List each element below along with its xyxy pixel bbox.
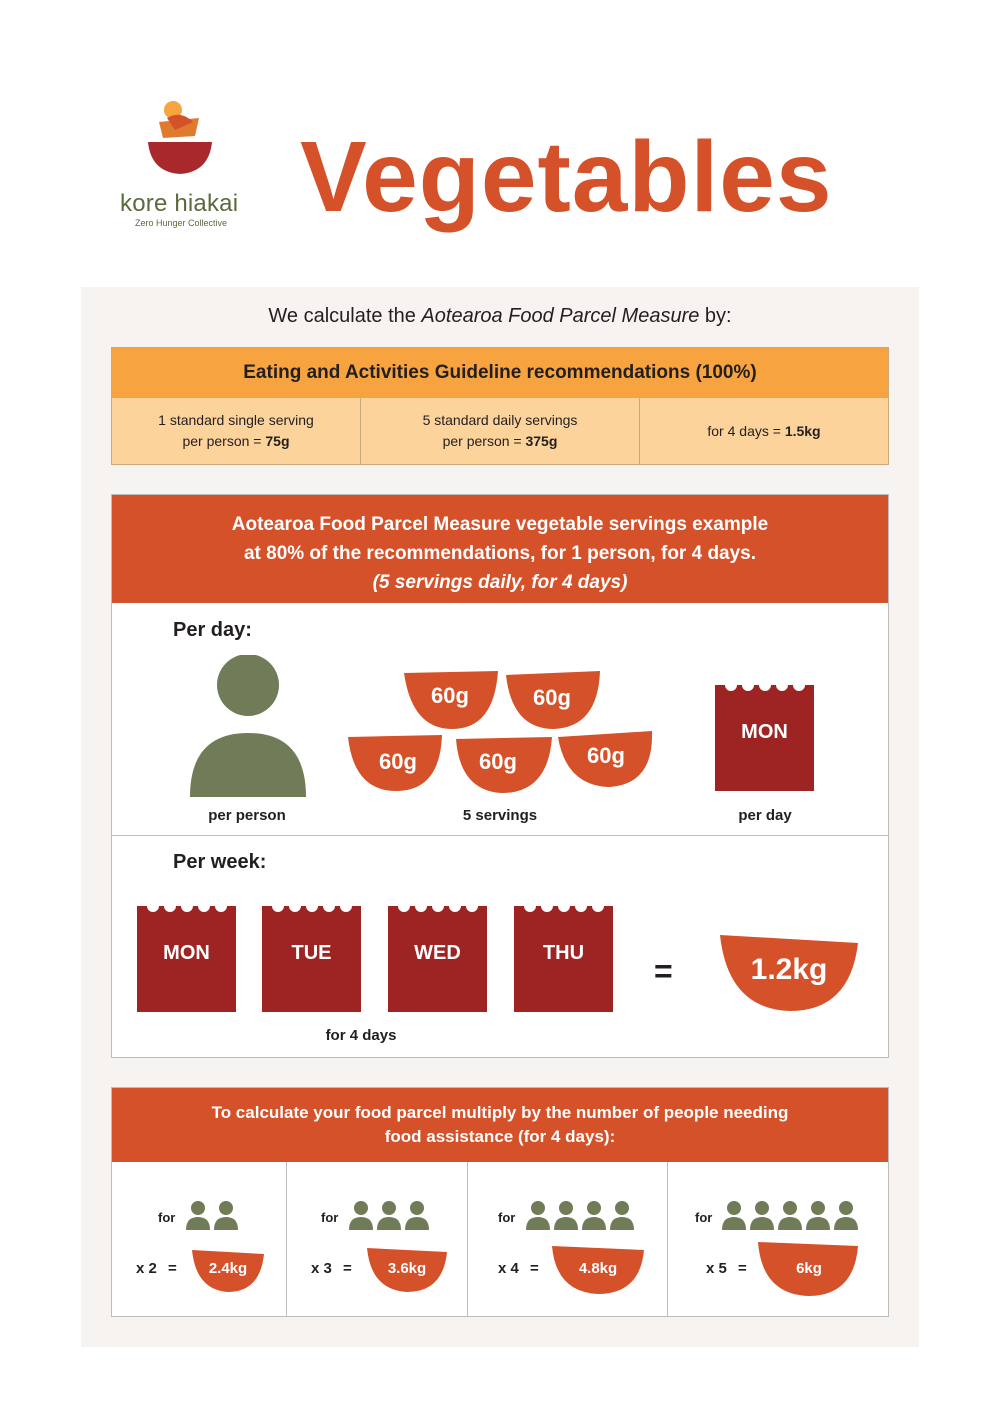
serving-value: 60g: [431, 683, 469, 708]
example-box: [111, 494, 889, 1058]
serving-value: 60g: [379, 749, 417, 774]
people-icon: [722, 1200, 864, 1232]
total-value: 1.2kg: [750, 953, 828, 986]
brand-name: kore hiakai: [120, 190, 239, 217]
calendar-day: TUE: [291, 942, 332, 964]
calendar-rings-icon: [270, 906, 354, 918]
divider: [112, 835, 888, 836]
people-icon: [526, 1200, 640, 1232]
bowl-logo-icon: [145, 100, 215, 175]
calc-cell-3: [287, 1162, 468, 1316]
per-person-caption: per person: [208, 807, 286, 824]
intro-text: [0, 305, 1000, 328]
page-title: Vegetables: [300, 121, 833, 233]
daily-value: 375g: [525, 433, 558, 449]
daily-line1: 5 standard daily servings: [422, 412, 578, 428]
equals-sign: =: [738, 1260, 747, 1277]
example-line3: (5 servings daily, for 4 days): [372, 572, 628, 593]
guideline-daily-cell: [361, 398, 640, 464]
calendar-thu: [514, 906, 613, 1012]
calendar-wed: [388, 906, 487, 1012]
calculate-box: [111, 1087, 889, 1317]
guideline-table: [111, 347, 889, 465]
guideline-row: [112, 398, 888, 464]
for-label: for: [158, 1210, 176, 1225]
calc-cell-2: [112, 1162, 287, 1316]
serving-value: 60g: [587, 743, 625, 768]
calendar-rings-icon: [522, 906, 606, 918]
result-value: 3.6kg: [387, 1260, 427, 1277]
days-caption: for 4 days: [325, 1027, 397, 1044]
people-icon: [349, 1200, 435, 1232]
example-line2: at 80% of the recommendations, for 1 person, for 4 days.: [243, 543, 757, 564]
single-value: 75g: [265, 433, 290, 449]
result-value: 2.4kg: [208, 1260, 248, 1277]
guideline-days-cell: [640, 398, 888, 464]
result-value: 6kg: [796, 1260, 822, 1277]
for-label: for: [695, 1210, 713, 1225]
calendar-mon: [137, 906, 236, 1012]
multiplier: x 2: [136, 1260, 157, 1277]
servings-caption: 5 servings: [462, 807, 538, 824]
calendar-day: WED: [414, 942, 461, 964]
calendar-rings-icon: [396, 906, 480, 918]
per-day-caption: per day: [738, 807, 792, 824]
multiplier: x 4: [498, 1260, 519, 1277]
equals-sign: =: [343, 1260, 352, 1277]
logo: [115, 100, 250, 235]
calculate-heading: [112, 1088, 888, 1162]
servings-bowls: [342, 665, 662, 795]
calendar-rings-icon: [723, 685, 807, 697]
days-value: 1.5kg: [784, 422, 821, 439]
calendar-day: MON: [741, 721, 788, 743]
calculate-line1: To calculate your food parcel multiply by the number of people needing: [211, 1103, 789, 1122]
calendar-day: THU: [542, 942, 585, 964]
calendar-tue: [262, 906, 361, 1012]
calc-cell-4: [468, 1162, 668, 1316]
brand-tagline: Zero Hunger Collective: [135, 218, 228, 228]
for-label: for: [321, 1210, 339, 1225]
example-line1: Aotearoa Food Parcel Measure vegetable servings example: [231, 514, 769, 535]
intro-measure: Aotearoa Food Parcel Measure: [421, 305, 700, 327]
example-heading: [112, 495, 888, 603]
guideline-heading: Eating and Activities Guideline recommendations (100%): [112, 348, 888, 398]
calendar-day: MON: [163, 942, 210, 964]
guideline-single-cell: [112, 398, 361, 464]
per-week-label: Per week:: [173, 851, 267, 873]
intro-prefix: We calculate the: [268, 305, 422, 327]
single-line2: per person =: [182, 433, 266, 449]
calendar-mon: [715, 685, 814, 791]
daily-line2: per person =: [442, 433, 526, 449]
multiplier: x 5: [706, 1260, 727, 1277]
equals-sign: =: [168, 1260, 177, 1277]
days-text: for 4 days =: [707, 422, 785, 439]
equals-sign: =: [530, 1260, 539, 1277]
multiplier: x 3: [311, 1260, 332, 1277]
calculate-line2: food assistance (for 4 days):: [384, 1127, 616, 1146]
single-line1: 1 standard single serving: [158, 412, 314, 428]
calculate-row: [112, 1162, 888, 1316]
result-value: 4.8kg: [578, 1260, 618, 1277]
equals-sign: =: [654, 953, 673, 989]
person-icon: [188, 655, 308, 797]
for-label: for: [498, 1210, 516, 1225]
serving-value: 60g: [533, 685, 571, 710]
intro-suffix: by:: [699, 305, 732, 327]
calc-cell-5: [668, 1162, 888, 1316]
calendar-rings-icon: [145, 906, 229, 918]
serving-value: 60g: [479, 749, 517, 774]
per-day-label: Per day:: [173, 619, 252, 641]
people-icon: [186, 1200, 242, 1232]
